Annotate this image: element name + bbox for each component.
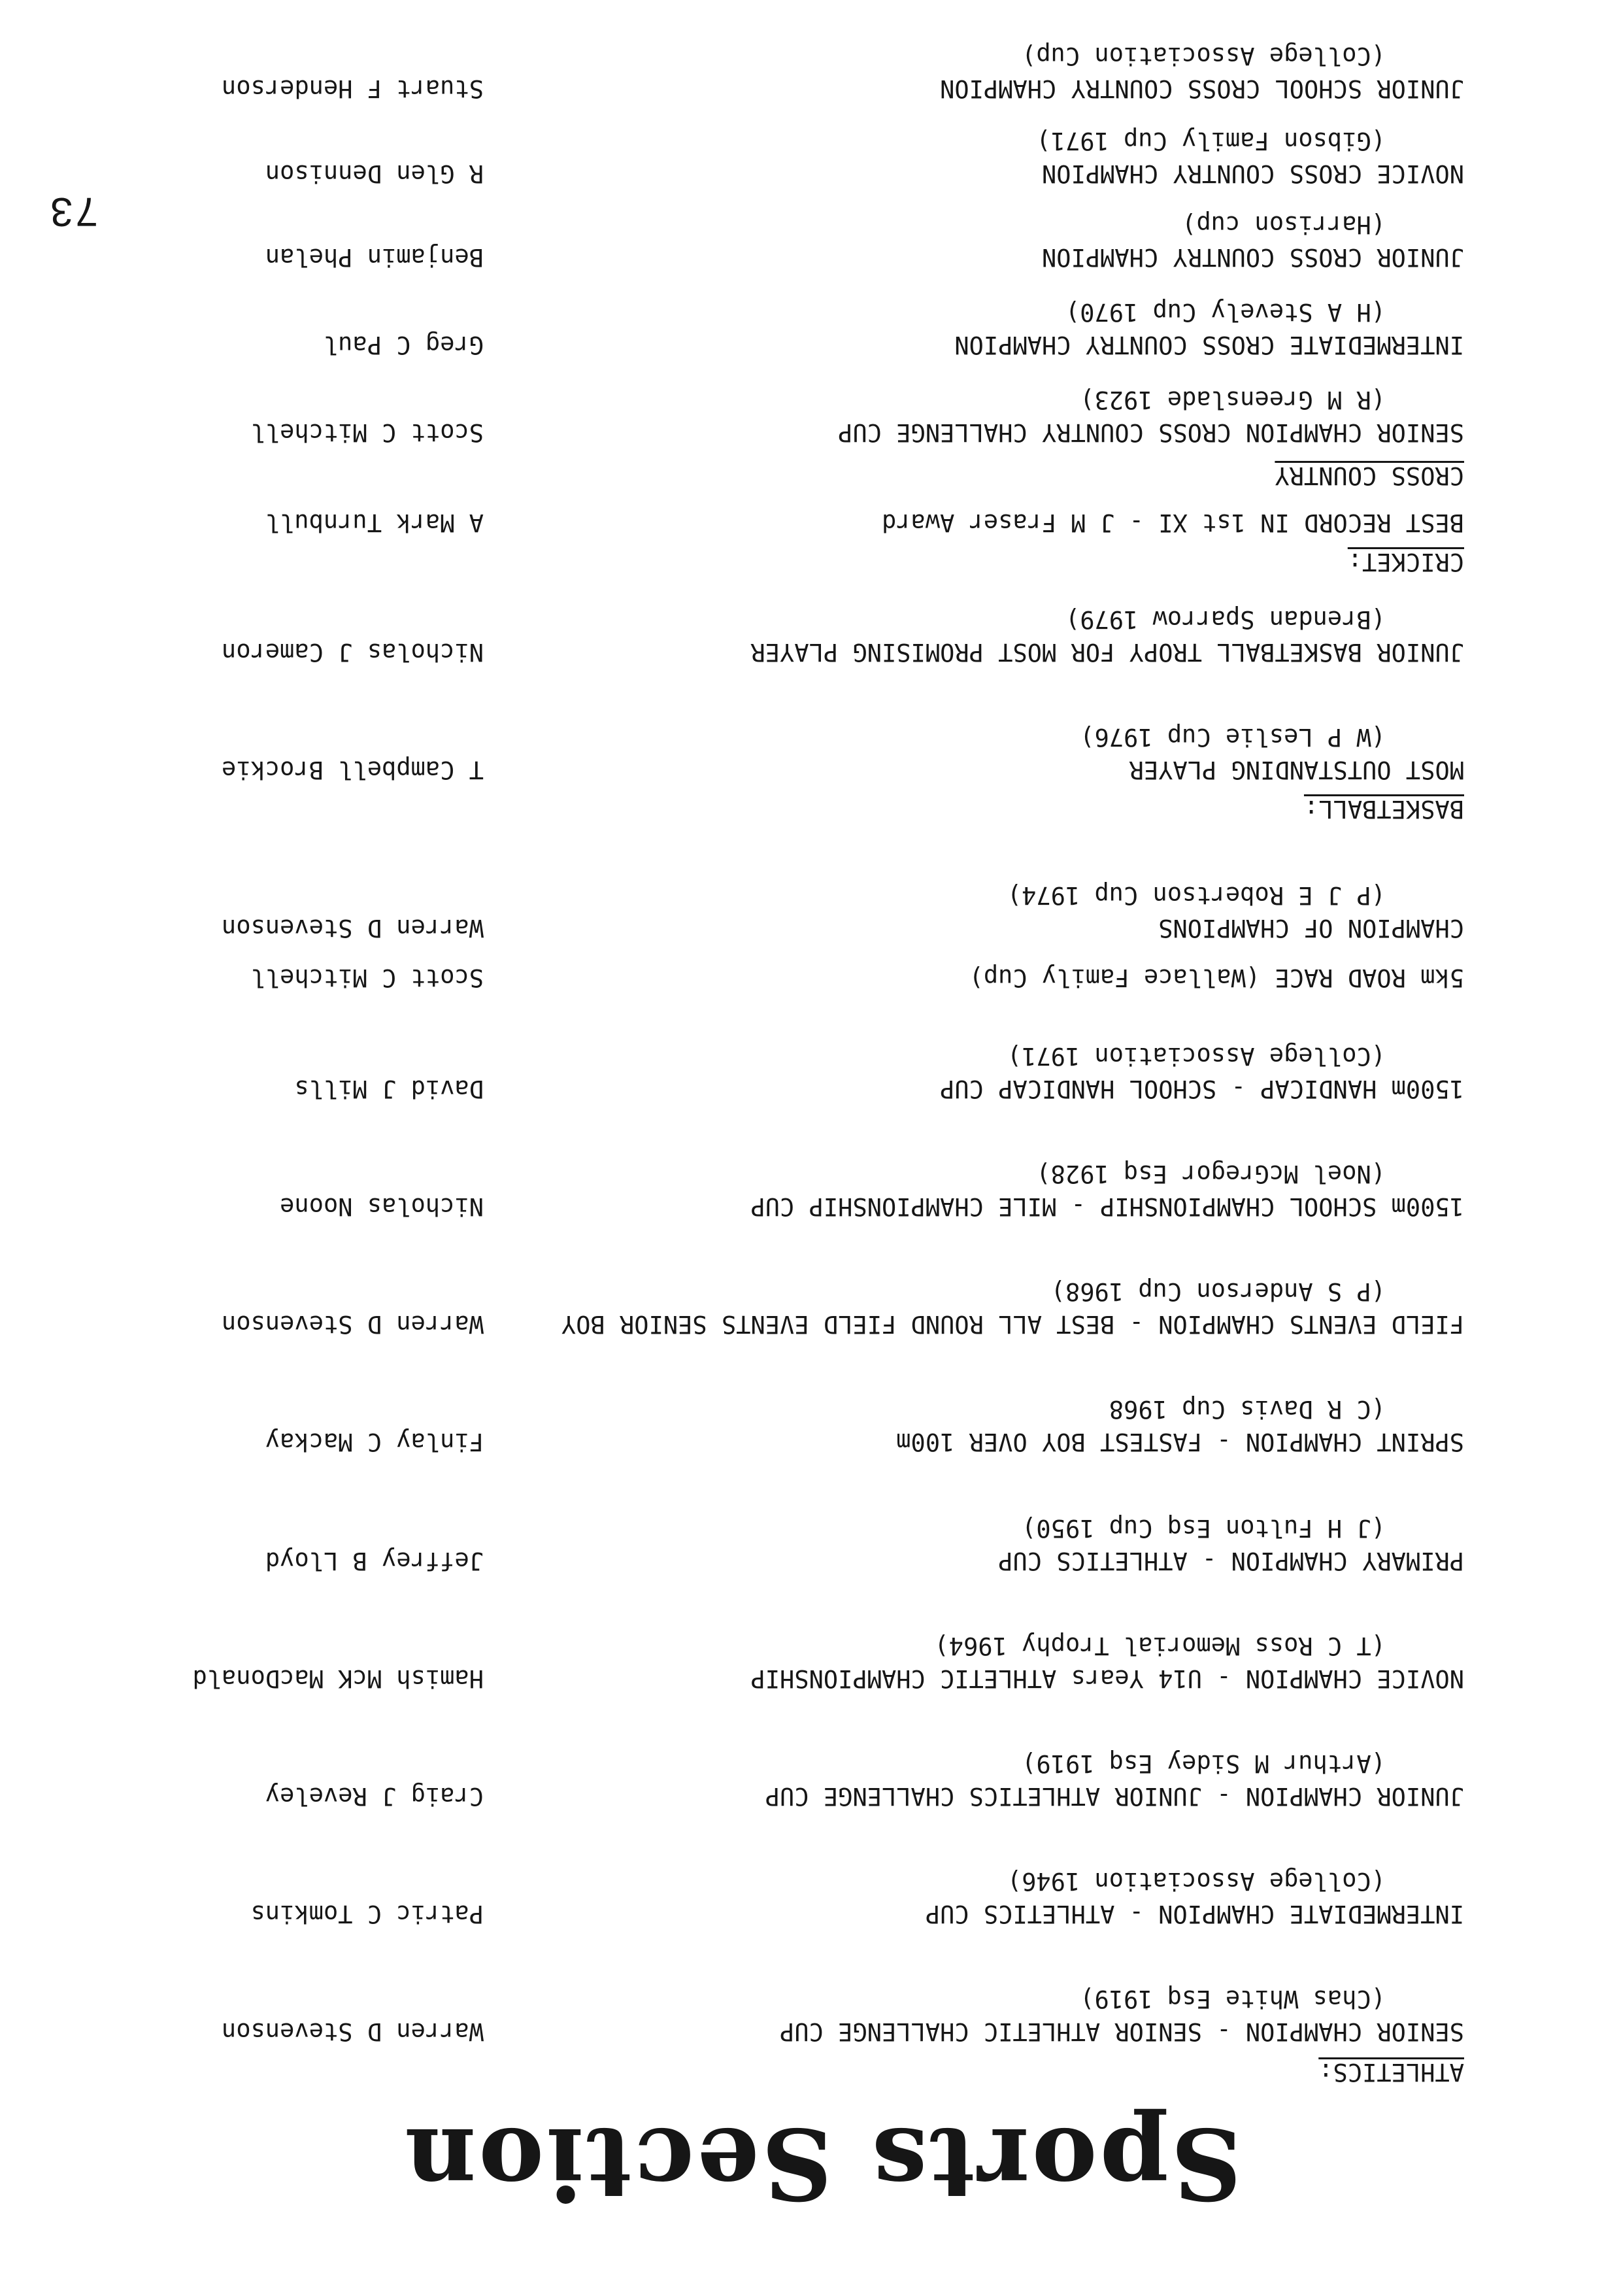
event-name: FIELD EVENTS CHAMPION - BEST ALL ROUND FIELD EVENTS SENIOR BOY <box>561 1310 1464 1338</box>
trophy-name: (R M Greenslade 1923) <box>1080 386 1386 414</box>
event-name: 1500m SCHOOL CHAMPIONSHIP - MILE CHAMPIONSHIP CUP <box>750 1192 1464 1221</box>
trophy-name: (Harrison cup) <box>1182 211 1386 239</box>
section-heading-cross-country: CROSS COUNTRY <box>1275 462 1464 490</box>
event-name: 5km ROAD RACE (Wallace Family Cup) <box>969 964 1464 992</box>
winner-name: Nicholas Noone <box>280 1192 484 1221</box>
trophy-name: (Chas White Esq 1919) <box>1080 1985 1386 2013</box>
event-name: NOVICE CHAMPION - U14 Years ATHLETIC CHAMPIONSHIP <box>750 1664 1464 1693</box>
award-event <box>750 603 1464 668</box>
trophy-name: (C R Davis Cup 1968 <box>1109 1395 1386 1423</box>
trophy-name: (Arthur M Sidey Esq 1919) <box>1022 1749 1386 1778</box>
winner-name: A Mark Turnbull <box>265 509 484 537</box>
award-event <box>896 1393 1464 1458</box>
winner-name: Warren D Stevenson <box>222 914 484 942</box>
section-heading-cricket: CRICKET: <box>1347 548 1464 576</box>
page-number: 73 <box>48 189 98 234</box>
event-name: 1500m HANDICAP - SCHOOL HANDICAP CUP <box>940 1075 1464 1103</box>
trophy-name: (W P Leslie Cup 1976) <box>1080 723 1386 751</box>
award-event <box>838 383 1464 448</box>
winner-name: Scott C Mitchell <box>250 964 484 992</box>
winner-name: Warren D Stevenson <box>222 1310 484 1338</box>
trophy-name: (Noel McGregor Esq 1928) <box>1036 1160 1386 1188</box>
award-event <box>750 1157 1464 1223</box>
trophy-name: (College Association 1946) <box>1007 1867 1386 1895</box>
winner-name: Scott C Mitchell <box>250 418 484 447</box>
winner-name: David J Mills <box>294 1075 484 1103</box>
winner-name: Stuart F Henderson <box>222 75 484 103</box>
trophy-name: (P S Anderson Cup 1968) <box>1050 1277 1386 1306</box>
award-event <box>882 506 1464 539</box>
section-heading-basketball: BASKETBALL: <box>1303 795 1464 823</box>
event-name: SENIOR CHAMPION - SENIOR ATHLETIC CHALLENGE CUP <box>780 2017 1464 2046</box>
award-event <box>1080 720 1464 786</box>
award-event <box>998 1511 1464 1577</box>
section-heading-athletics: ATHLETICS: <box>1318 2058 1464 2086</box>
winner-name: Warren D Stevenson <box>222 2017 484 2046</box>
award-event <box>954 295 1464 361</box>
trophy-name: (T C Ross Memorial Trophy 1964) <box>934 1632 1386 1660</box>
award-event <box>926 1865 1464 1930</box>
winner-name: Greg C Paul <box>323 331 484 359</box>
award-event <box>1042 208 1464 273</box>
award-event <box>969 961 1464 994</box>
event-name: NOVICE CROSS COUNTRY CHAMPION <box>1041 160 1464 188</box>
award-event <box>940 39 1464 105</box>
winner-name: Benjamin Phelan <box>265 243 484 271</box>
winner-name: T Campbell Brockie <box>222 756 484 784</box>
event-name: CHAMPION OF CHAMPIONS <box>1158 914 1464 942</box>
winner-name: R Glen Dennison <box>265 160 484 188</box>
award-event <box>940 1039 1464 1105</box>
winner-name: Hamish McK MacDonald <box>192 1664 484 1693</box>
winner-name: Jeffrey B Lloyd <box>265 1547 484 1575</box>
award-event <box>780 1982 1464 2048</box>
trophy-name: (H A Stevely Cup 1970) <box>1065 298 1386 326</box>
event-name: PRIMARY CHAMPION - ATHLETICS CUP <box>998 1547 1464 1575</box>
event-name: SPRINT CHAMPION - FASTEST BOY OVER 100m <box>896 1428 1464 1456</box>
event-name: JUNIOR BASKETBALL TROPY FOR MOST PROMISING PLAYER <box>750 638 1464 666</box>
trophy-name: (P J E Robertson Cup 1974) <box>1007 881 1386 909</box>
award-event <box>750 1629 1464 1695</box>
award-event <box>561 1275 1464 1340</box>
winner-name: Finlay C Mackay <box>265 1428 484 1456</box>
event-name: INTERMEDIATE CHAMPION - ATHLETICS CUP <box>925 1900 1464 1928</box>
event-name: SENIOR CHAMPION CROSS COUNTRY CHALLENGE CUP <box>838 418 1464 447</box>
event-name: JUNIOR CROSS COUNTRY CHAMPION <box>1041 243 1464 271</box>
award-event <box>765 1747 1464 1812</box>
trophy-name: (Brendan Sparrow 1979) <box>1065 605 1386 633</box>
winner-name: Craig J Reveley <box>265 1782 484 1810</box>
winner-name: Nicholas J Cameron <box>222 638 484 666</box>
page-title: Sports Section <box>402 2106 1242 2221</box>
trophy-name: (College Association Cup) <box>1022 42 1386 70</box>
event-name: BEST RECORD IN 1st XI - J M Fraser Award <box>881 509 1464 537</box>
award-event <box>1036 124 1464 190</box>
trophy-name: (College Association 1971) <box>1007 1042 1386 1070</box>
trophy-name: (Gibson Family Cup 1971) <box>1036 127 1386 155</box>
event-name: JUNIOR CHAMPION - JUNIOR ATHLETICS CHALLENGE CUP <box>765 1782 1464 1810</box>
trophy-name: (J H Fulton Esq Cup 1950) <box>1022 1514 1386 1542</box>
award-event <box>1007 879 1464 944</box>
event-name: INTERMEDIATE CROSS COUNTRY CHAMPION <box>954 331 1464 359</box>
event-name: MOST OUTSTANDING PLAYER <box>1129 756 1464 784</box>
event-name: JUNIOR SCHOOL CROSS COUNTRY CHAMPION <box>940 75 1464 103</box>
winner-name: Patric C Tomkins <box>250 1900 484 1928</box>
